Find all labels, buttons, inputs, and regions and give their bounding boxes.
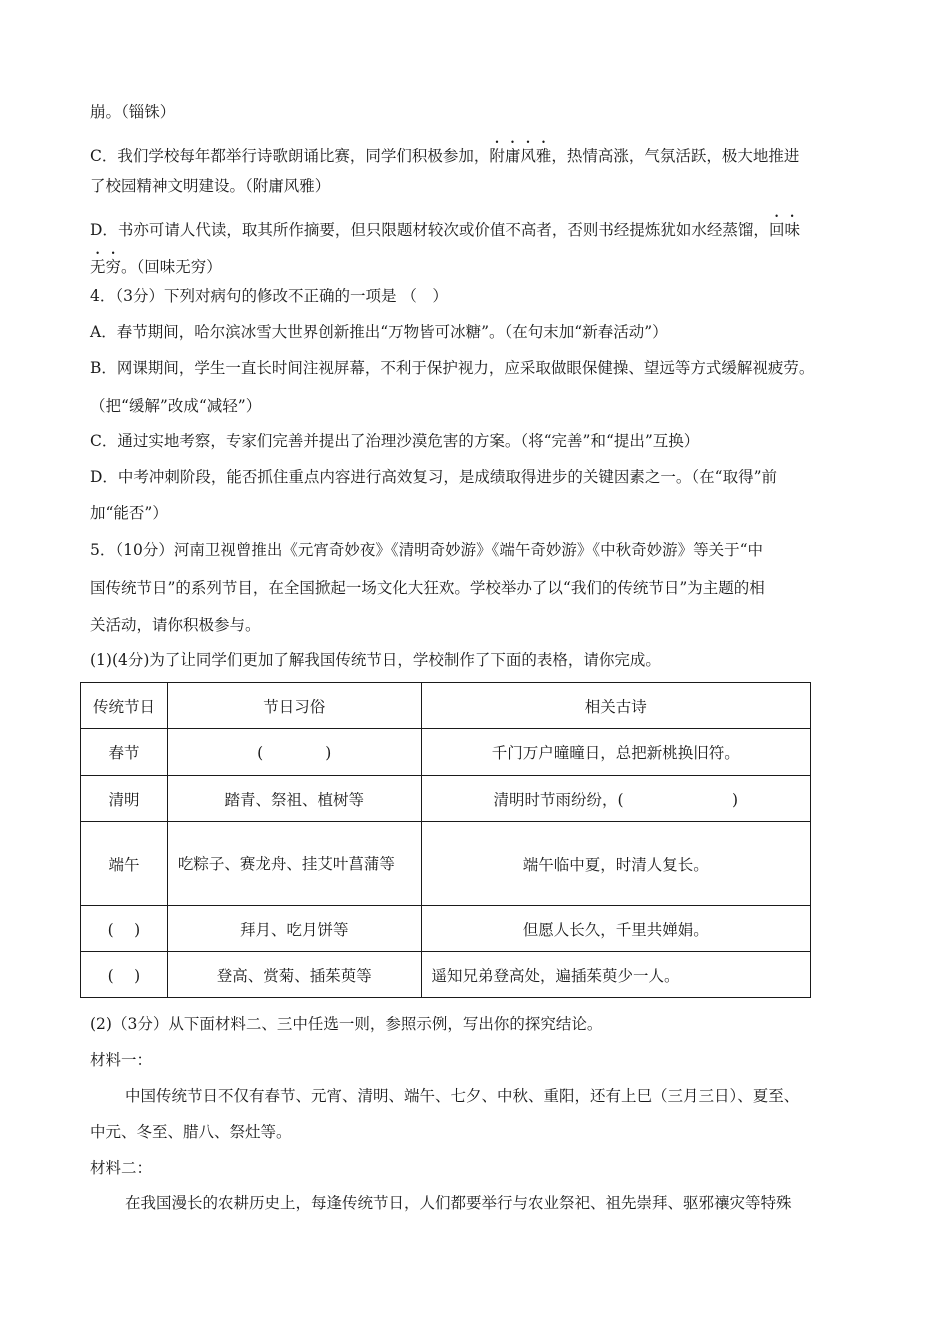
cell-custom: 吃粽子、赛龙舟、挂艾叶菖蒲等 — [167, 822, 421, 906]
option-d-text: D．书亦可请人代读，取其所作摘要，但只限题材较次或价值不高者，否则书经提炼犹如水经蒸馏， — [90, 221, 769, 239]
question-4-option-d: D．中考冲刺阶段，能否抓住重点内容进行高效复习，是成绩取得进步的关键因素之一。（在“取得”前 — [90, 468, 778, 486]
header-poem: 相关古诗 — [421, 683, 810, 729]
question-4-option-b-cont: （把“缓解”改成“减轻”） — [90, 397, 262, 415]
question-4-option-d-cont: 加“能否”） — [90, 504, 168, 522]
cell-festival-blank: ( ) — [81, 952, 168, 998]
material-2-title: 材料二： — [90, 1159, 153, 1177]
table-row — [81, 952, 811, 998]
cell-custom: 拜月、吃月饼等 — [167, 906, 421, 952]
question-4-option-a: A．春节期间，哈尔滨冰雪大世界创新推出“万物皆可冰糖”。（在句末加“新春活动”） — [90, 323, 668, 341]
emphasized-word-wuqiong: 无穷 — [90, 258, 122, 276]
material-2-text: 在我国漫长的农耕历史上，每逢传统节日，人们都要举行与农业祭祀、祖先崇拜、驱邪禳灾等特殊 — [125, 1194, 792, 1212]
question-5-stem-cont1: 国传统节日”的系列节目，在全国掀起一场文化大狂欢。学校举办了以“我们的传统节日”为主题的相 — [90, 579, 765, 597]
table-header-row — [81, 683, 811, 729]
line-option-c-cont: 了校园精神文明建设。（附庸风雅） — [90, 177, 331, 195]
festival-table — [80, 682, 811, 998]
option-c-text-cont: ，热情高涨，气氛活跃，极大地推进 — [551, 147, 800, 165]
question-5-stem: 5．（10分）河南卫视曾推出《元宵奇妙夜》《清明奇妙游》《端午奇妙游》《中秋奇妙游》等关于“中 — [90, 541, 764, 559]
line-option-c — [90, 138, 799, 166]
cell-poem: 千门万户曈曈日，总把新桃换旧符。 — [421, 729, 810, 776]
cell-poem-blank: 清明时节雨纷纷，( ) — [421, 776, 810, 822]
material-1-text: 中国传统节日不仅有春节、元宵、清明、端午、七夕、中秋、重阳，还有上巳（三月三日）、夏至、 — [125, 1087, 800, 1105]
cell-custom: 登高、赏菊、插茱萸等 — [167, 952, 421, 998]
question-4-option-c: C．通过实地考察，专家们完善并提出了治理沙漠危害的方案。（将“完善”和“提出”互换） — [90, 432, 700, 450]
line-option-d — [90, 212, 800, 240]
question-4-stem: 4．（3分）下列对病句的修改不正确的一项是 （ ） — [90, 287, 448, 305]
table-row — [81, 906, 811, 952]
question-4-option-b: B．网课期间，学生一直长时间注视屏幕，不利于保护视力，应采取做眼保健操、望远等方式缓解视疲劳。 — [90, 359, 815, 377]
table-row — [81, 729, 811, 776]
cell-festival: 端午 — [81, 822, 168, 906]
line-option-d-cont — [90, 249, 222, 277]
emphasized-word-fuyongfengya: 附庸风雅 — [489, 147, 552, 165]
cell-custom-blank: ( ) — [167, 729, 421, 776]
option-c-text: C．我们学校每年都举行诗歌朗诵比赛，同学们积极参加， — [90, 147, 490, 165]
table-row — [81, 776, 811, 822]
table-row — [81, 822, 811, 906]
question-5-part-2: (2)（3分）从下面材料二、三中任选一则，参照示例，写出你的探究结论。 — [90, 1015, 603, 1033]
cell-poem: 遥知兄弟登高处，遍插茱萸少一人。 — [421, 952, 810, 998]
question-5-part-1: (1)(4分)为了让同学们更加了解我国传统节日，学校制作了下面的表格，请你完成。 — [90, 651, 661, 669]
cell-custom: 踏青、祭祖、植树等 — [167, 776, 421, 822]
material-1-title: 材料一： — [90, 1051, 153, 1069]
cell-festival-blank: ( ) — [81, 906, 168, 952]
line-option-b-end: 崩。（锱铢） — [90, 103, 176, 121]
emphasized-word-huiwei: 回味 — [768, 221, 800, 239]
material-1-text-cont: 中元、冬至、腊八、祭灶等。 — [90, 1123, 292, 1141]
header-festival: 传统节日 — [81, 683, 168, 729]
header-custom: 节日习俗 — [167, 683, 421, 729]
cell-festival: 清明 — [81, 776, 168, 822]
cell-festival: 春节 — [81, 729, 168, 776]
cell-poem: 端午临中夏，时清人复长。 — [421, 822, 810, 906]
question-5-stem-cont2: 关活动，请你积极参与。 — [90, 616, 261, 634]
option-d-text-cont: 。（回味无穷） — [121, 258, 222, 276]
cell-poem: 但愿人长久，千里共婵娟。 — [421, 906, 810, 952]
